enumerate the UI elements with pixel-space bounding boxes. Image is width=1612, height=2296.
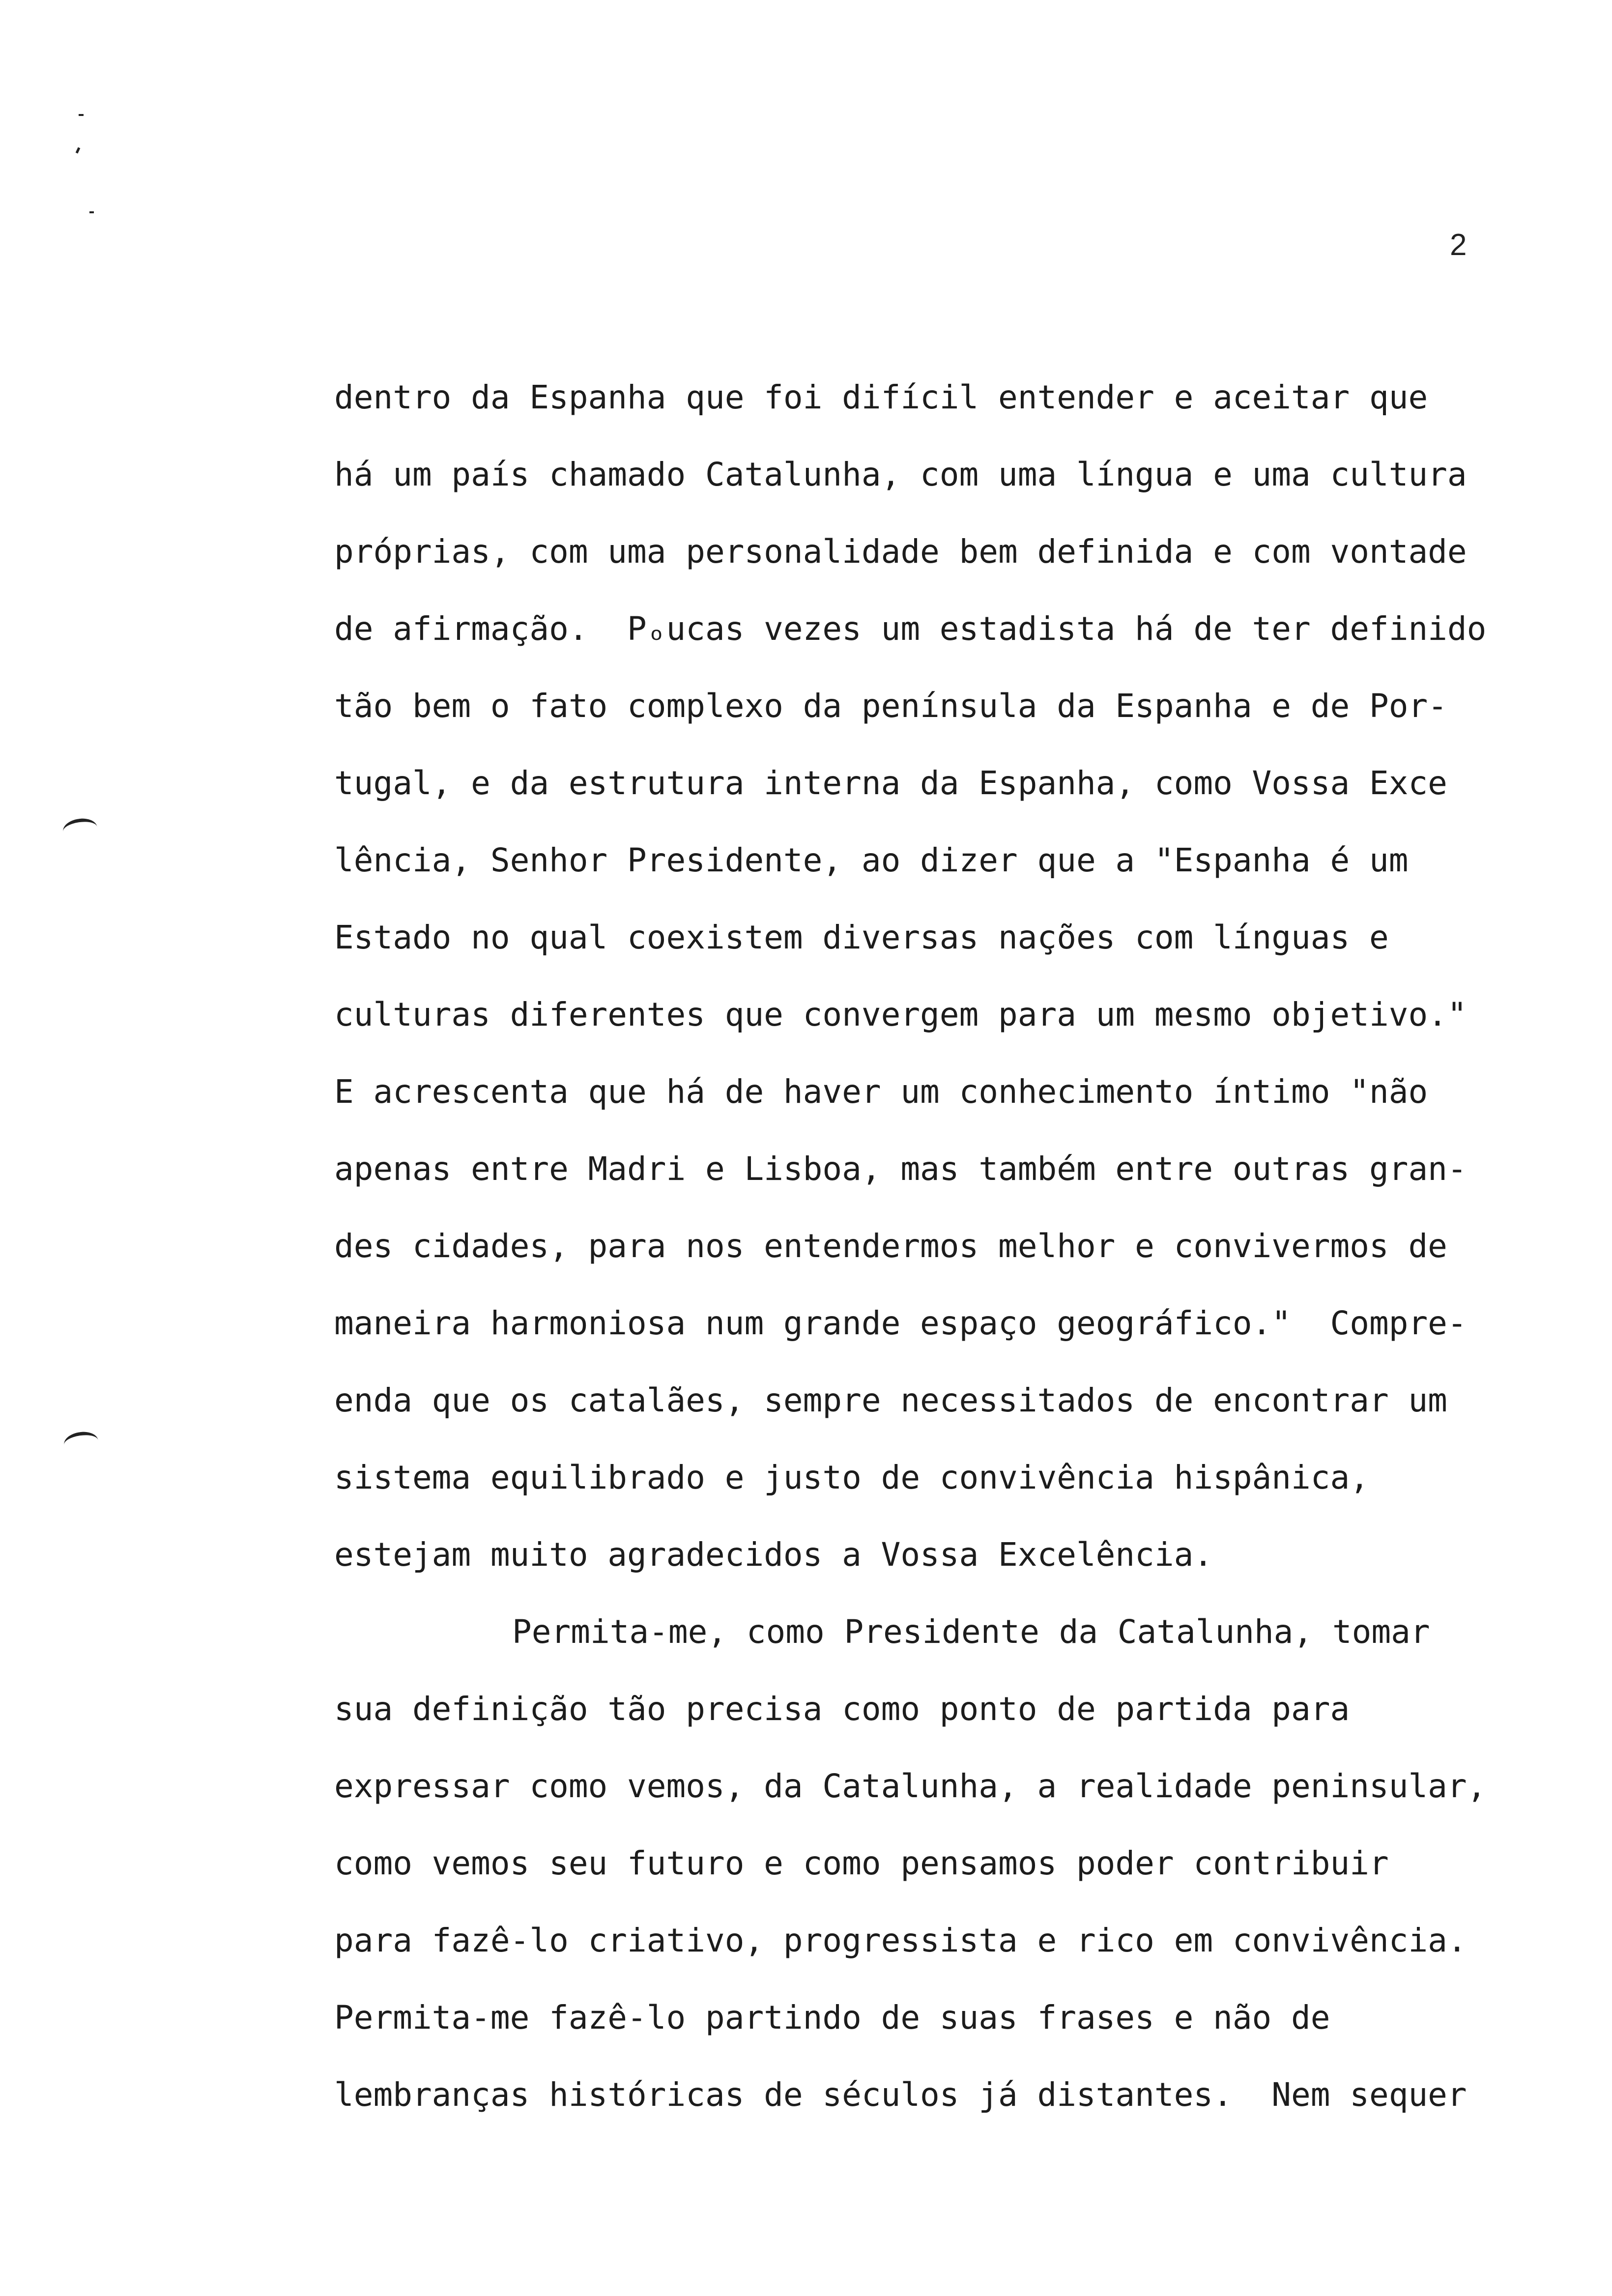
text-line: para fazê-lo criativo, progressista e rico em convivência. — [334, 1922, 1467, 1959]
margin-mark — [89, 211, 94, 213]
binding-mark — [62, 1430, 99, 1455]
margin-mark — [79, 114, 84, 116]
text-line: apenas entre Madri e Lisboa, mas também entre outras gran- — [334, 1150, 1467, 1188]
text-line: tão bem o fato complexo da península da Espanha e de Por- — [334, 687, 1447, 725]
text-line: sistema equilibrado e justo de convivência hispânica, — [334, 1459, 1369, 1496]
margin-mark — [76, 147, 81, 154]
text-line: tugal, e da estrutura interna da Espanha, como Vossa Exce — [334, 764, 1447, 802]
text-line: Permita-me fazê-lo partindo de suas frases e não de — [334, 1999, 1330, 2037]
text-line: dentro da Espanha que foi difícil entender e aceitar que — [334, 378, 1428, 416]
text-line: expressar como vemos, da Catalunha, a realidade peninsular, — [334, 1767, 1487, 1805]
text-line: como vemos seu futuro e como pensamos poder contribuir — [334, 1844, 1389, 1882]
text-line: próprias, com uma personalidade bem definida e com vontade — [334, 533, 1467, 571]
page-number: 2 — [1450, 228, 1467, 262]
text-line: Estado no qual coexistem diversas nações com línguas e — [334, 918, 1389, 956]
body-text — [334, 359, 1524, 2133]
text-line: lembranças históricas de séculos já distantes. Nem sequer — [334, 2076, 1467, 2114]
text-line: Permita-me, como Presidente da Catalunha, tomar — [512, 1613, 1430, 1651]
text-line: sua definição tão precisa como ponto de partida para — [334, 1690, 1350, 1728]
binding-mark — [61, 816, 98, 842]
text-line: maneira harmoniosa num grande espaço geográfico." Compre- — [334, 1304, 1467, 1342]
text-line: des cidades, para nos entendermos melhor e convivermos de — [334, 1227, 1447, 1265]
text-line: enda que os catalães, sempre necessitados de encontrar um — [334, 1381, 1447, 1419]
text-line: lência, Senhor Presidente, ao dizer que a "Espanha é um — [334, 841, 1409, 879]
text-line: culturas diferentes que convergem para um mesmo objetivo." — [334, 996, 1467, 1033]
text-line: estejam muito agradecidos a Vossa Excelência. — [334, 1536, 1213, 1574]
text-line: de afirmação. Pₒucas vezes um estadista há de ter definido — [334, 610, 1487, 648]
text-line: há um país chamado Catalunha, com uma língua e uma cultura — [334, 456, 1467, 493]
text-line: E acrescenta que há de haver um conhecimento íntimo "não — [334, 1073, 1428, 1111]
